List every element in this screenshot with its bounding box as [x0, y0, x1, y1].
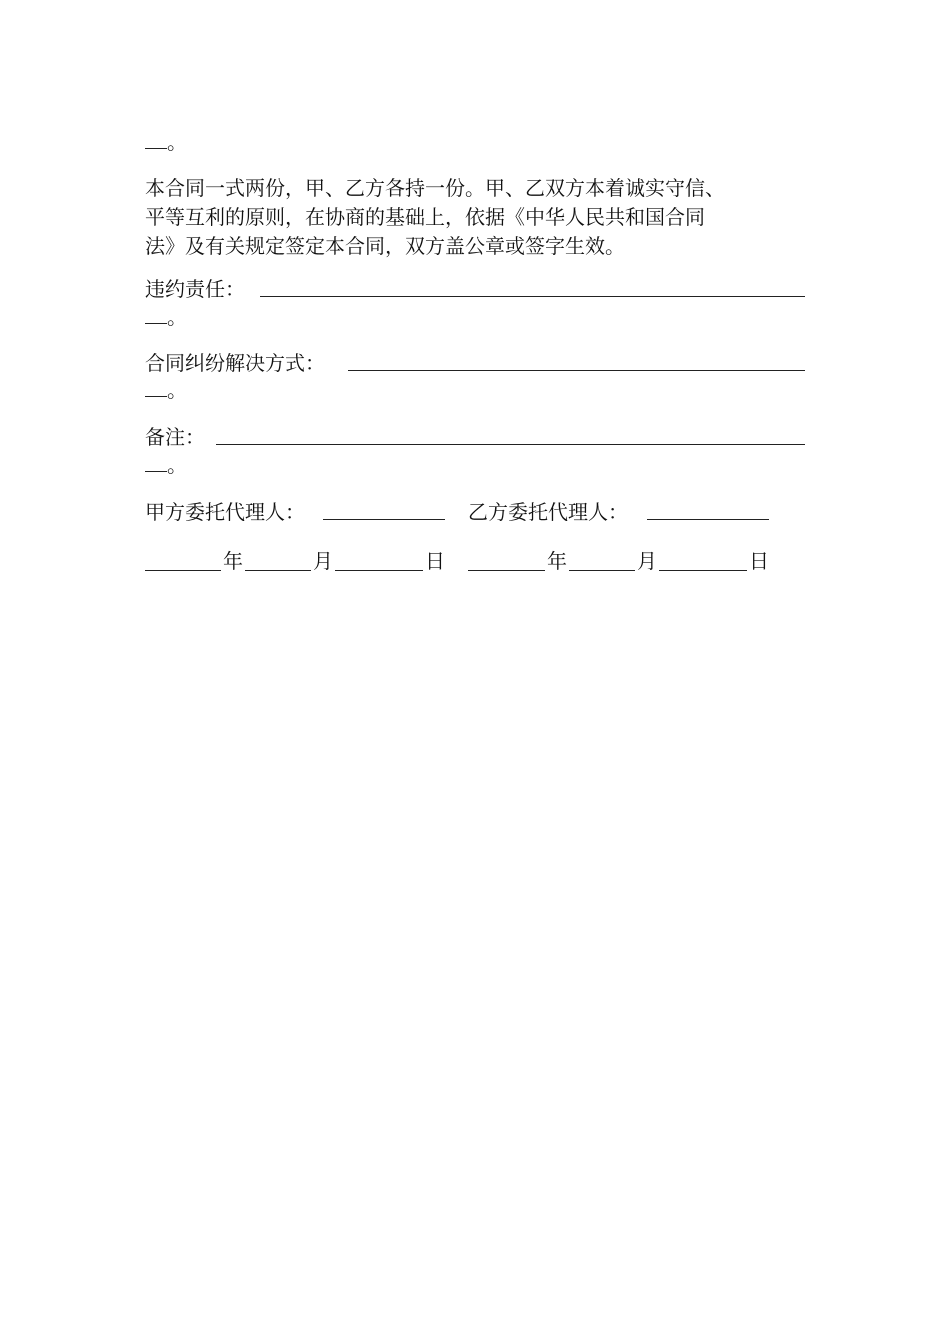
party-b-agent-text: 乙方委托代理人：	[468, 500, 628, 524]
end-mark: 。	[167, 130, 187, 154]
paragraph-line-3: 法》及有关规定签定本合同，双方盖公章或签字生效。	[145, 234, 625, 258]
party-a-agent-text: 甲方委托代理人：	[145, 500, 305, 524]
blank-tail	[145, 130, 167, 149]
dispute-resolution-label	[145, 351, 325, 375]
dispute-resolution-blank[interactable]	[348, 370, 805, 371]
party-a-agent-blank[interactable]	[323, 519, 445, 520]
dispute-label-text: 合同纠纷解决方式：	[145, 351, 325, 375]
party-b-month-blank[interactable]	[569, 570, 635, 571]
party-a-month-label	[313, 549, 333, 573]
month-text: 月	[313, 549, 333, 573]
continuation-line-1	[145, 130, 187, 154]
party-b-agent-blank[interactable]	[647, 519, 769, 520]
remarks-blank[interactable]	[216, 444, 805, 445]
paragraph-line-2: 平等互利的原则，在协商的基础上，依据《中华人民共和国合同	[145, 205, 705, 229]
breach-liability-blank[interactable]	[260, 296, 805, 297]
party-b-day-blank[interactable]	[659, 570, 747, 571]
end-mark: 。	[167, 305, 187, 329]
blank-tail	[145, 453, 167, 472]
contract-paragraph	[145, 174, 815, 261]
day-text: 日	[425, 549, 445, 573]
party-b-year-blank[interactable]	[468, 570, 545, 571]
party-a-year-label	[223, 549, 243, 573]
day-text: 日	[749, 549, 769, 573]
breach-liability-label	[145, 277, 245, 301]
party-a-month-blank[interactable]	[245, 570, 311, 571]
month-text: 月	[637, 549, 657, 573]
breach-label-text: 违约责任：	[145, 277, 245, 301]
party-b-agent-label	[468, 500, 628, 524]
dispute-continuation	[145, 378, 187, 402]
remarks-label	[145, 425, 205, 449]
year-text: 年	[547, 549, 567, 573]
party-a-year-blank[interactable]	[145, 570, 221, 571]
remarks-continuation	[145, 453, 187, 477]
party-b-year-label	[547, 549, 567, 573]
year-text: 年	[223, 549, 243, 573]
party-a-day-blank[interactable]	[335, 570, 423, 571]
party-b-month-label	[637, 549, 657, 573]
remarks-label-text: 备注：	[145, 425, 205, 449]
blank-tail	[145, 378, 167, 397]
end-mark: 。	[167, 453, 187, 477]
party-a-day-label	[425, 549, 445, 573]
breach-continuation	[145, 305, 187, 329]
end-mark: 。	[167, 378, 187, 402]
party-a-agent-label	[145, 500, 305, 524]
paragraph-line-1: 本合同一式两份，甲、乙方各持一份。甲、乙双方本着诚实守信、	[145, 176, 725, 200]
blank-tail	[145, 305, 167, 324]
party-b-day-label	[749, 549, 769, 573]
